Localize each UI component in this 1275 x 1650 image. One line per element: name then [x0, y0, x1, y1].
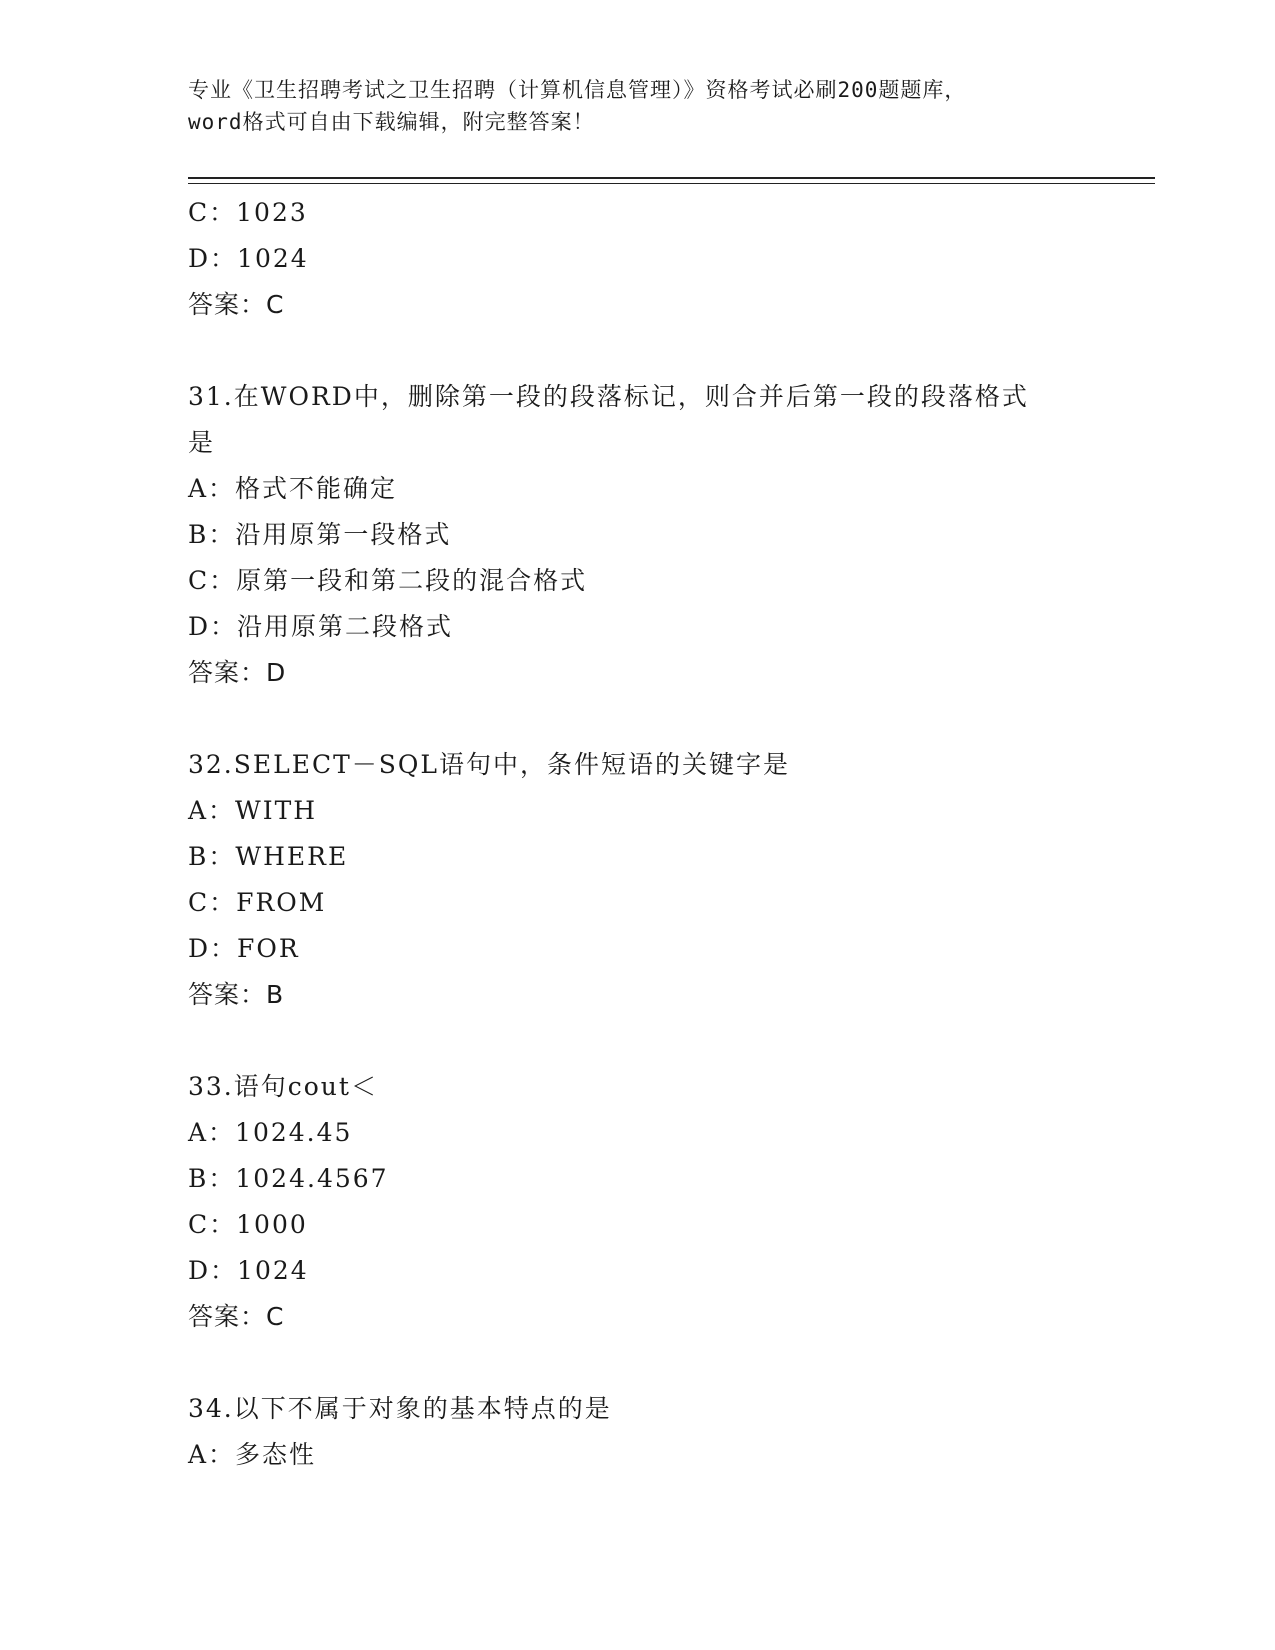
option-a: A：格式不能确定: [188, 474, 398, 503]
question-33: [188, 1064, 1138, 1340]
option-d: D：沿用原第二段格式: [188, 612, 454, 641]
header-subtitle-line: word格式可自由下载编辑，附完整答案！: [188, 110, 595, 134]
option-d: D：1024: [188, 1256, 309, 1285]
answer: 答案：C: [188, 1302, 285, 1331]
option-a: A：1024.45: [188, 1118, 353, 1147]
page-header: [188, 74, 1088, 138]
option-b: B：WHERE: [188, 842, 349, 871]
header-divider-thick: [188, 177, 1155, 179]
answer: 答案：C: [188, 290, 285, 319]
option-c: C：1023: [188, 198, 308, 227]
header-divider-thin: [188, 183, 1155, 184]
question-31: [188, 374, 1138, 696]
option-c: C：FROM: [188, 888, 327, 917]
option-b: B：沿用原第一段格式: [188, 520, 452, 549]
question-stem: 32.SELECT－SQL语句中，条件短语的关键字是: [188, 750, 791, 779]
option-a: A：多态性: [188, 1440, 317, 1469]
answer: 答案：B: [188, 980, 285, 1009]
question-stem: 31.在WORD中，删除第一段的段落标记，则合并后第一段的段落格式: [188, 382, 1029, 411]
header-title-line: 专业《卫生招聘考试之卫生招聘（计算机信息管理）》资格考试必刷200题题库，: [188, 78, 967, 102]
option-b: B：1024.4567: [188, 1164, 389, 1193]
question-30-continued: [188, 190, 1138, 328]
option-d: D：FOR: [188, 934, 300, 963]
option-d: D：1024: [188, 244, 309, 273]
question-34: [188, 1386, 1138, 1478]
option-a: A：WITH: [188, 796, 318, 825]
option-c: C：1000: [188, 1210, 308, 1239]
answer: 答案：D: [188, 658, 287, 687]
question-stem-continued: 是: [188, 428, 216, 457]
question-list: [188, 190, 1138, 1478]
question-stem: 34.以下不属于对象的基本特点的是: [188, 1394, 612, 1423]
option-c: C：原第一段和第二段的混合格式: [188, 566, 588, 595]
question-stem: 33.语句cout＜: [188, 1072, 378, 1101]
question-32: [188, 742, 1138, 1018]
